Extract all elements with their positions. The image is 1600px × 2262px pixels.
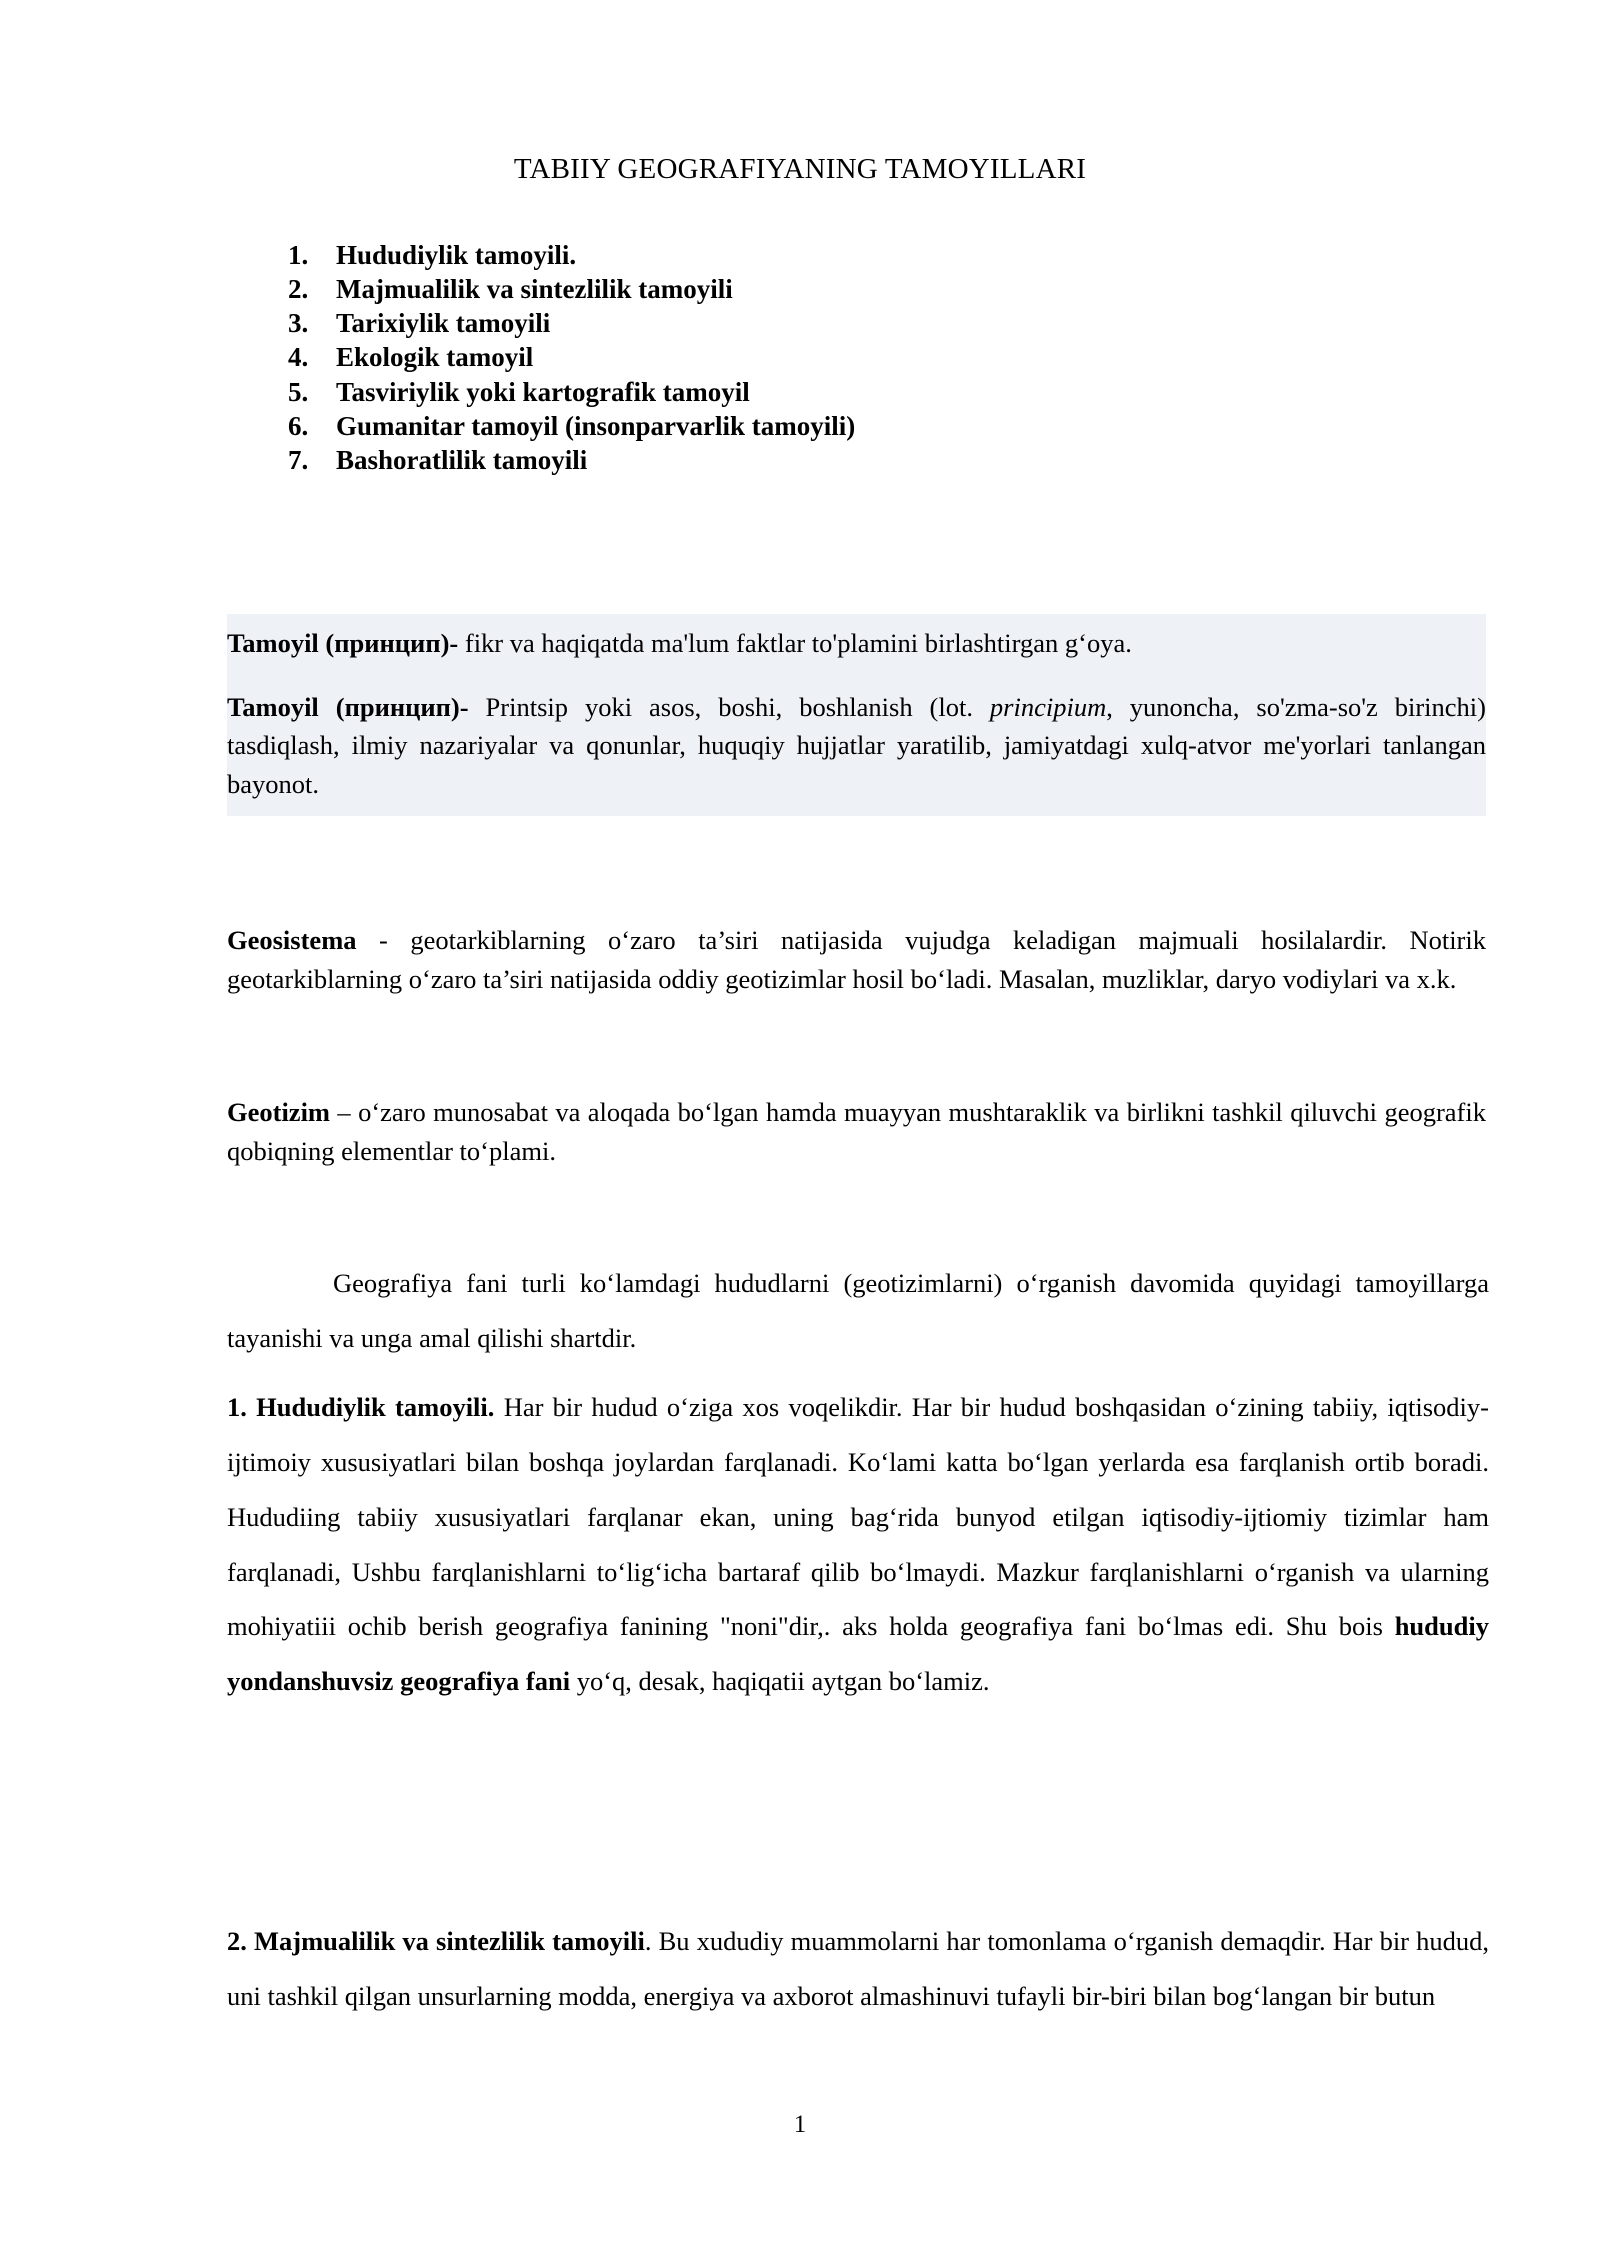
list-item [288, 443, 1388, 477]
definition-tamoyil-2 [227, 688, 1486, 804]
definition-geosistema [227, 921, 1486, 999]
section-2-paragraph [227, 1914, 1489, 2024]
principles-list [288, 238, 1388, 477]
definition-term: Tamoyil (принцип)- [227, 691, 469, 722]
list-item-label: Ekologik tamoyil [336, 342, 534, 373]
section-2-text: . Bu xududiy muammolarni har tomonlama o‘rganish demaqdir. Har bir hudud, uni tashkil qilgan unsurlarning modda, energiya va axborot almashinuvi tufayli bir-biri bilan bog‘langan bir butun [227, 1926, 1489, 2011]
definition-term: Geotizim [227, 1097, 331, 1127]
list-item [288, 409, 1388, 443]
list-item-number: 6. [288, 410, 309, 441]
list-item [288, 340, 1388, 374]
definition-term: Geosistema [227, 925, 357, 955]
list-item-label: Hududiylik tamoyili. [336, 240, 577, 270]
list-item-number: 2. [288, 274, 309, 305]
list-item-number: 5. [288, 376, 309, 407]
definition-geotizim [227, 1093, 1486, 1171]
highlighted-definitions-block [227, 614, 1486, 816]
list-item-label: Gumanitar tamoyil (insonparvarlik tamoyili) [336, 410, 856, 441]
latin-term-italic: principium [989, 691, 1107, 722]
list-item-number: 7. [288, 444, 309, 475]
definition-term: Tamoyil (принцип)- [227, 628, 459, 658]
intro-paragraph [227, 1256, 1489, 1366]
list-item [288, 238, 1388, 272]
section-1-bold-phrase: hududiy yondanshuvsiz geografiya fani [227, 1611, 1489, 1697]
list-item-label: Bashoratlilik tamoyili [336, 444, 588, 475]
definition-body: - geotarkiblarning o‘zaro ta’siri natijasida vujudga keladigan majmuali hosilalardir. Notirik geotarkiblarning o‘zaro ta’siri natijasida oddiy geotizimlar hosil bo‘ladi. Masalan, muzliklar, daryo vodiylari va x.k. [227, 925, 1486, 994]
list-item-label: Tarixiylik tamoyili [336, 308, 551, 339]
section-1-paragraph [227, 1380, 1489, 1709]
definition-body: fikr va haqiqatda ma'lum faktlar to'plamini birlashtirgan g‘oya. [458, 628, 1132, 658]
list-item-label: Majmualilik va sintezlilik tamoyili [336, 274, 733, 305]
page-number: 1 [793, 2111, 807, 2138]
section-2-heading: 2. Majmualilik va sintezlilik tamoyili [227, 1926, 645, 1956]
definition-body-after-italic: , yunoncha, so'zma-so'z birinchi) tasdiqlash, ilmiy nazariyalar va qonunlar, huquqiy hujjatlar yaratilib, jamiyatdagi xulq-atvor me'yorlari tanlangan bayonot. [227, 691, 1486, 800]
section-1-text-before-bold: Har bir hudud o‘ziga xos voqelikdir. Har bir hudud boshqasidan o‘zining tabiiy, iqtisodiy-ijtimoiy xususiyatlari bilan boshqa joylardan farqlanadi. Ko‘lami katta bo‘lgan yerlarda esa farqlanish ortib boradi. Hududiing tabiiy xususiyatlari farqlanar ekan, uning bag‘rida bunyod etilgan iqtisodiy-ijtiomiy tizimlar ham farqlanadi, Ushbu farqlanishlarni to‘lig‘icha bartaraf qilib bo‘lmaydi. Mazkur farqlanishlarni o‘rganish va ularning mohiyatiii ochib berish geografiya fanining "noni"dir,. aks holda geografiya fani bo‘lmas edi. Shu bois [227, 1392, 1489, 1642]
definition-body-before-italic: Printsip yoki asos, boshi, boshlanish (lot. [468, 691, 990, 722]
intro-text: Geografiya fani turli ko‘lamdagi hududlarni (geotizimlarni) o‘rganish davomida quyidagi tamoyillarga tayanishi va unga amal qilishi shartdir. [227, 1268, 1489, 1353]
section-1-heading: 1. Hududiylik tamoyili. [227, 1392, 495, 1422]
list-item [288, 272, 1388, 306]
list-item-label: Tasviriylik yoki kartografik tamoyil [336, 376, 750, 407]
section-1-text-after-bold: yo‘q, desak, haqiqatii aytgan bo‘lamiz. [570, 1666, 990, 1697]
list-item-number: 3. [288, 308, 309, 339]
list-item-number: 1. [288, 240, 309, 270]
list-item [288, 375, 1388, 409]
list-item [288, 306, 1388, 340]
definition-tamoyil-1 [227, 624, 1486, 663]
page-title: TABIIY GEOGRAFIYANING TAMOYILLARI [513, 153, 1087, 185]
definition-body: – o‘zaro munosabat va aloqada bo‘lgan hamda muayyan mushtaraklik va birlikni tashkil qiluvchi geografik qobiqning elementlar to‘plami. [227, 1097, 1486, 1166]
list-item-number: 4. [288, 342, 309, 373]
